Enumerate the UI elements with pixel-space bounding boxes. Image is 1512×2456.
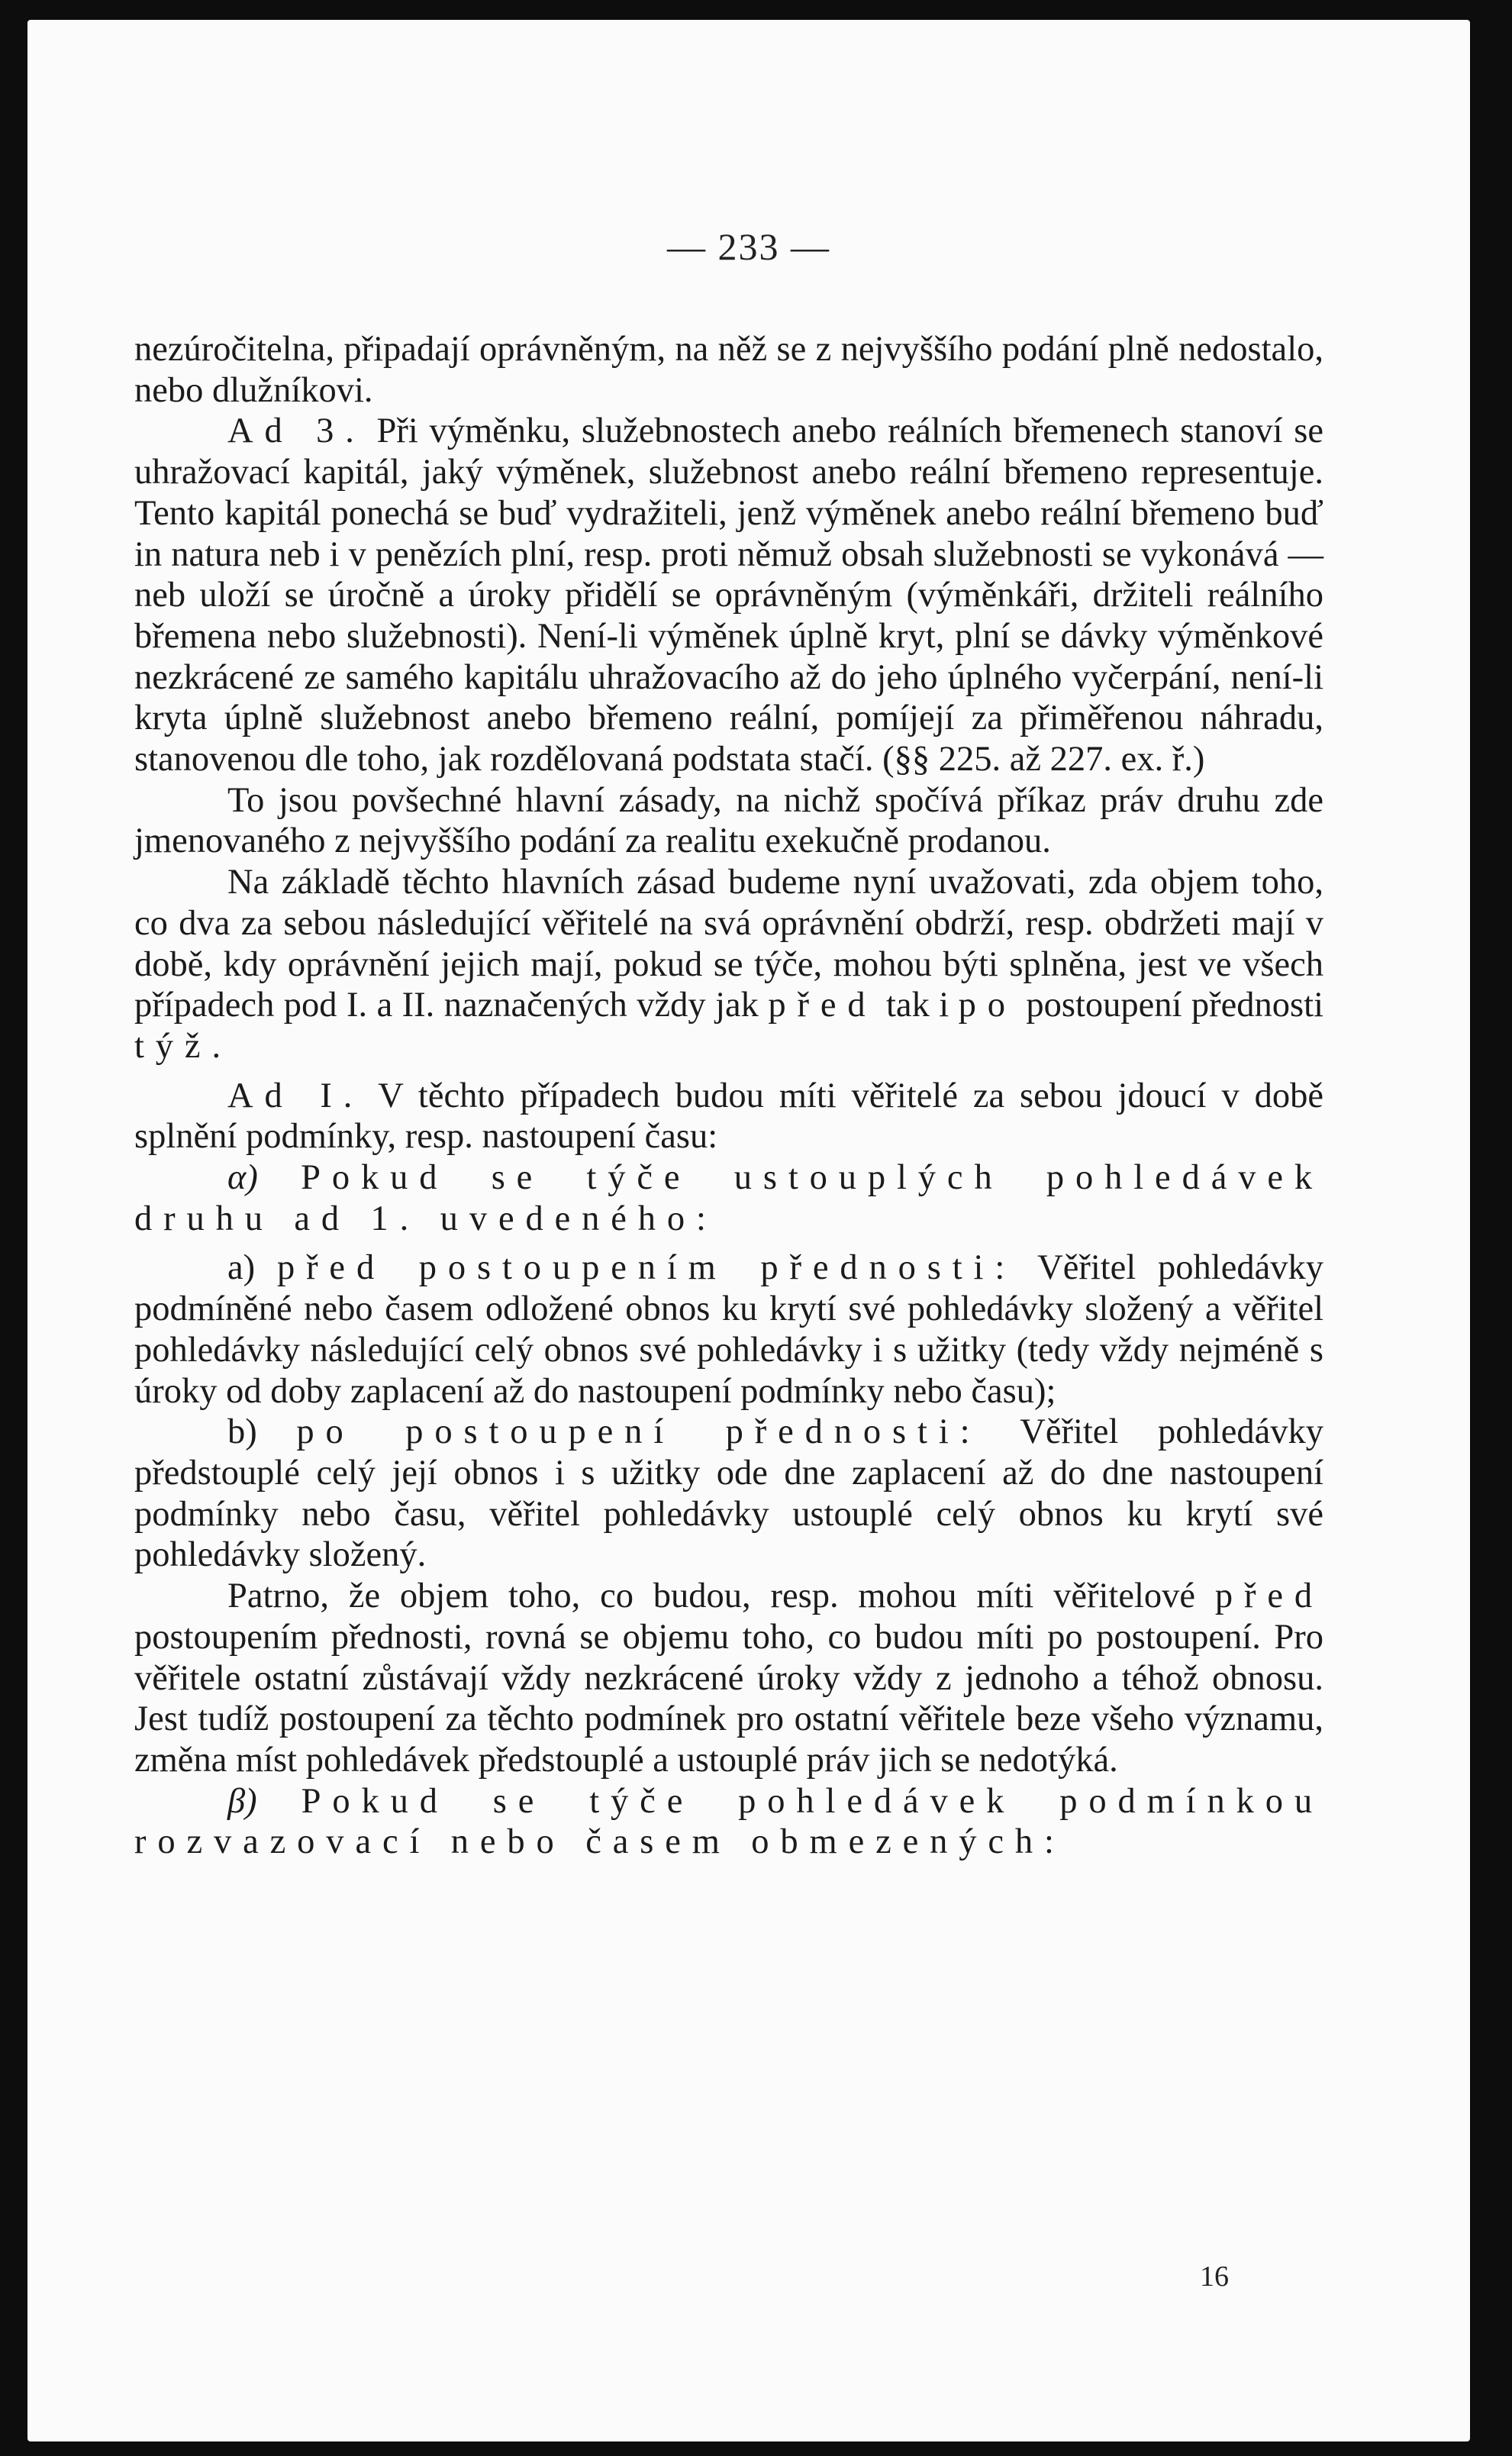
signature-mark: 16 <box>1200 2261 1229 2293</box>
greek-marker: α) <box>227 1158 258 1198</box>
spaced-text: týž. <box>134 1026 232 1066</box>
text-run: nezúročitelna, připadají oprávněným, na něž se z nejvyššího podání plně nedostalo, nebo dlužníkovi. <box>134 330 1323 410</box>
text-run: tak i <box>876 986 959 1025</box>
spaced-text: před postoupením přednosti: <box>276 1248 1017 1288</box>
paragraph-7 <box>134 1247 1323 1412</box>
paragraph-2 <box>134 411 1323 779</box>
paragraph-8 <box>134 1412 1323 1576</box>
paragraph-4 <box>134 862 1323 1067</box>
paragraph-1 <box>134 329 1323 411</box>
spaced-text: po postoupení přednosti: <box>296 1412 982 1452</box>
paragraph-6 <box>134 1157 1323 1239</box>
paragraph-9 <box>134 1576 1323 1781</box>
spaced-text: Pokud se týče pohledávek podmínkou rozvazovací nebo časem obmezených: <box>134 1781 1323 1862</box>
book-page <box>27 20 1470 2441</box>
greek-marker: β) <box>227 1781 257 1821</box>
text-run: postoupením přednosti, rovná se objemu toho, co budou míti po postoupení. Pro věřitele ostatní zůstávají vždy nezkrácené úroky vždy z jednoho a téhož obnosu. Jest tudíž postoupení za těchto podmínek pro ostatní věřitele beze všeho významu, změna míst pohledávek předstouplé a ustouplé práv jich se nedotýká. <box>134 1617 1323 1780</box>
text-run: Při výměnku, služebnostech anebo reálních břemenech stanoví se uhražovací kapitál, jaký výměnek, služebnost anebo reální břemeno representuje. Tento kapitál ponechá se buď vydražiteli, jenž výměnek anebo reální břemeno buď in natura neb i v penězích plní, resp. proti němuž obsah služebnosti se vykonává — neb uloží se úročně a úroky přidělí se oprávněným (výměnkáři, držiteli reálního břemena nebo služebnosti). Není-li výměnek úplně kryt, plní se dávky výměnkové nezkrácené ze samého kapitálu uhražovacího až do jeho úplného vyčerpání, není-li kryta úplně služebnost anebo břemeno reální, pomíjejí za přiměřenou náhradu, stanovenou dle toho, jak rozdělovaná podstata stačí. (§§ 225. až 227. ex. ř.) <box>134 411 1323 779</box>
spaced-text: po <box>958 986 1017 1025</box>
spaced-text: Ad I. <box>227 1076 364 1115</box>
text-run: Věřitel pohledávky předstouplé celý její obnos i s užitky ode dne zaplacení až do dne nastoupení podmínky nebo času, věřitel pohledávky ustouplé celý obnos ku krytí své pohledávky složený. <box>134 1412 1323 1575</box>
spaced-text: Ad 3. <box>227 411 366 451</box>
text-run: To jsou povšechné hlavní zásady, na nichž spočívá příkaz práv druhu zde jmenovaného z nejvyššího podání za realitu exekučně prodanou. <box>134 780 1323 861</box>
spaced-text: Pokud se týče ustouplých pohledávek druhu ad 1. uvedeného: <box>134 1158 1323 1238</box>
text-run: Patrno, že objem toho, co budou, resp. mohou míti věřitelové <box>227 1577 1215 1616</box>
page-number: — 233 — <box>667 225 830 268</box>
spaced-text: před <box>1214 1577 1323 1616</box>
paragraph-10 <box>134 1781 1323 1863</box>
text-run: V těchto případech budou míti věřitelé za sebou jdoucí v době splnění podmínky, resp. nastoupení času: <box>134 1076 1323 1157</box>
text-run: a) <box>227 1248 277 1288</box>
text-run: Na základě těchto hlavních zásad budeme nyní uvažovati, zda objem toho, co dva za sebou následující věřitelé na svá oprávnění obdrží, resp. obdržeti mají v době, kdy oprávnění jejich mají, pokud se týče, mohou býti splněna, jest ve všech případech pod I. a II. naznačených vždy jak <box>134 863 1323 1025</box>
paragraph-3 <box>134 780 1323 862</box>
text-run: postoupení přednosti <box>1016 986 1323 1025</box>
text-run: b) <box>227 1412 297 1452</box>
text-run: Věřitel pohledávky podmíněné nebo časem odložené obnos ku krytí své pohledávky složený a věřitel pohledávky následující celý obnos své pohledávky i s užitky (tedy vždy nejméně s úroky od doby zaplacení až do nastoupení podmínky nebo času); <box>134 1248 1323 1411</box>
spaced-text: před <box>768 986 877 1025</box>
body-text <box>134 329 1323 1863</box>
paragraph-5 <box>134 1076 1323 1157</box>
